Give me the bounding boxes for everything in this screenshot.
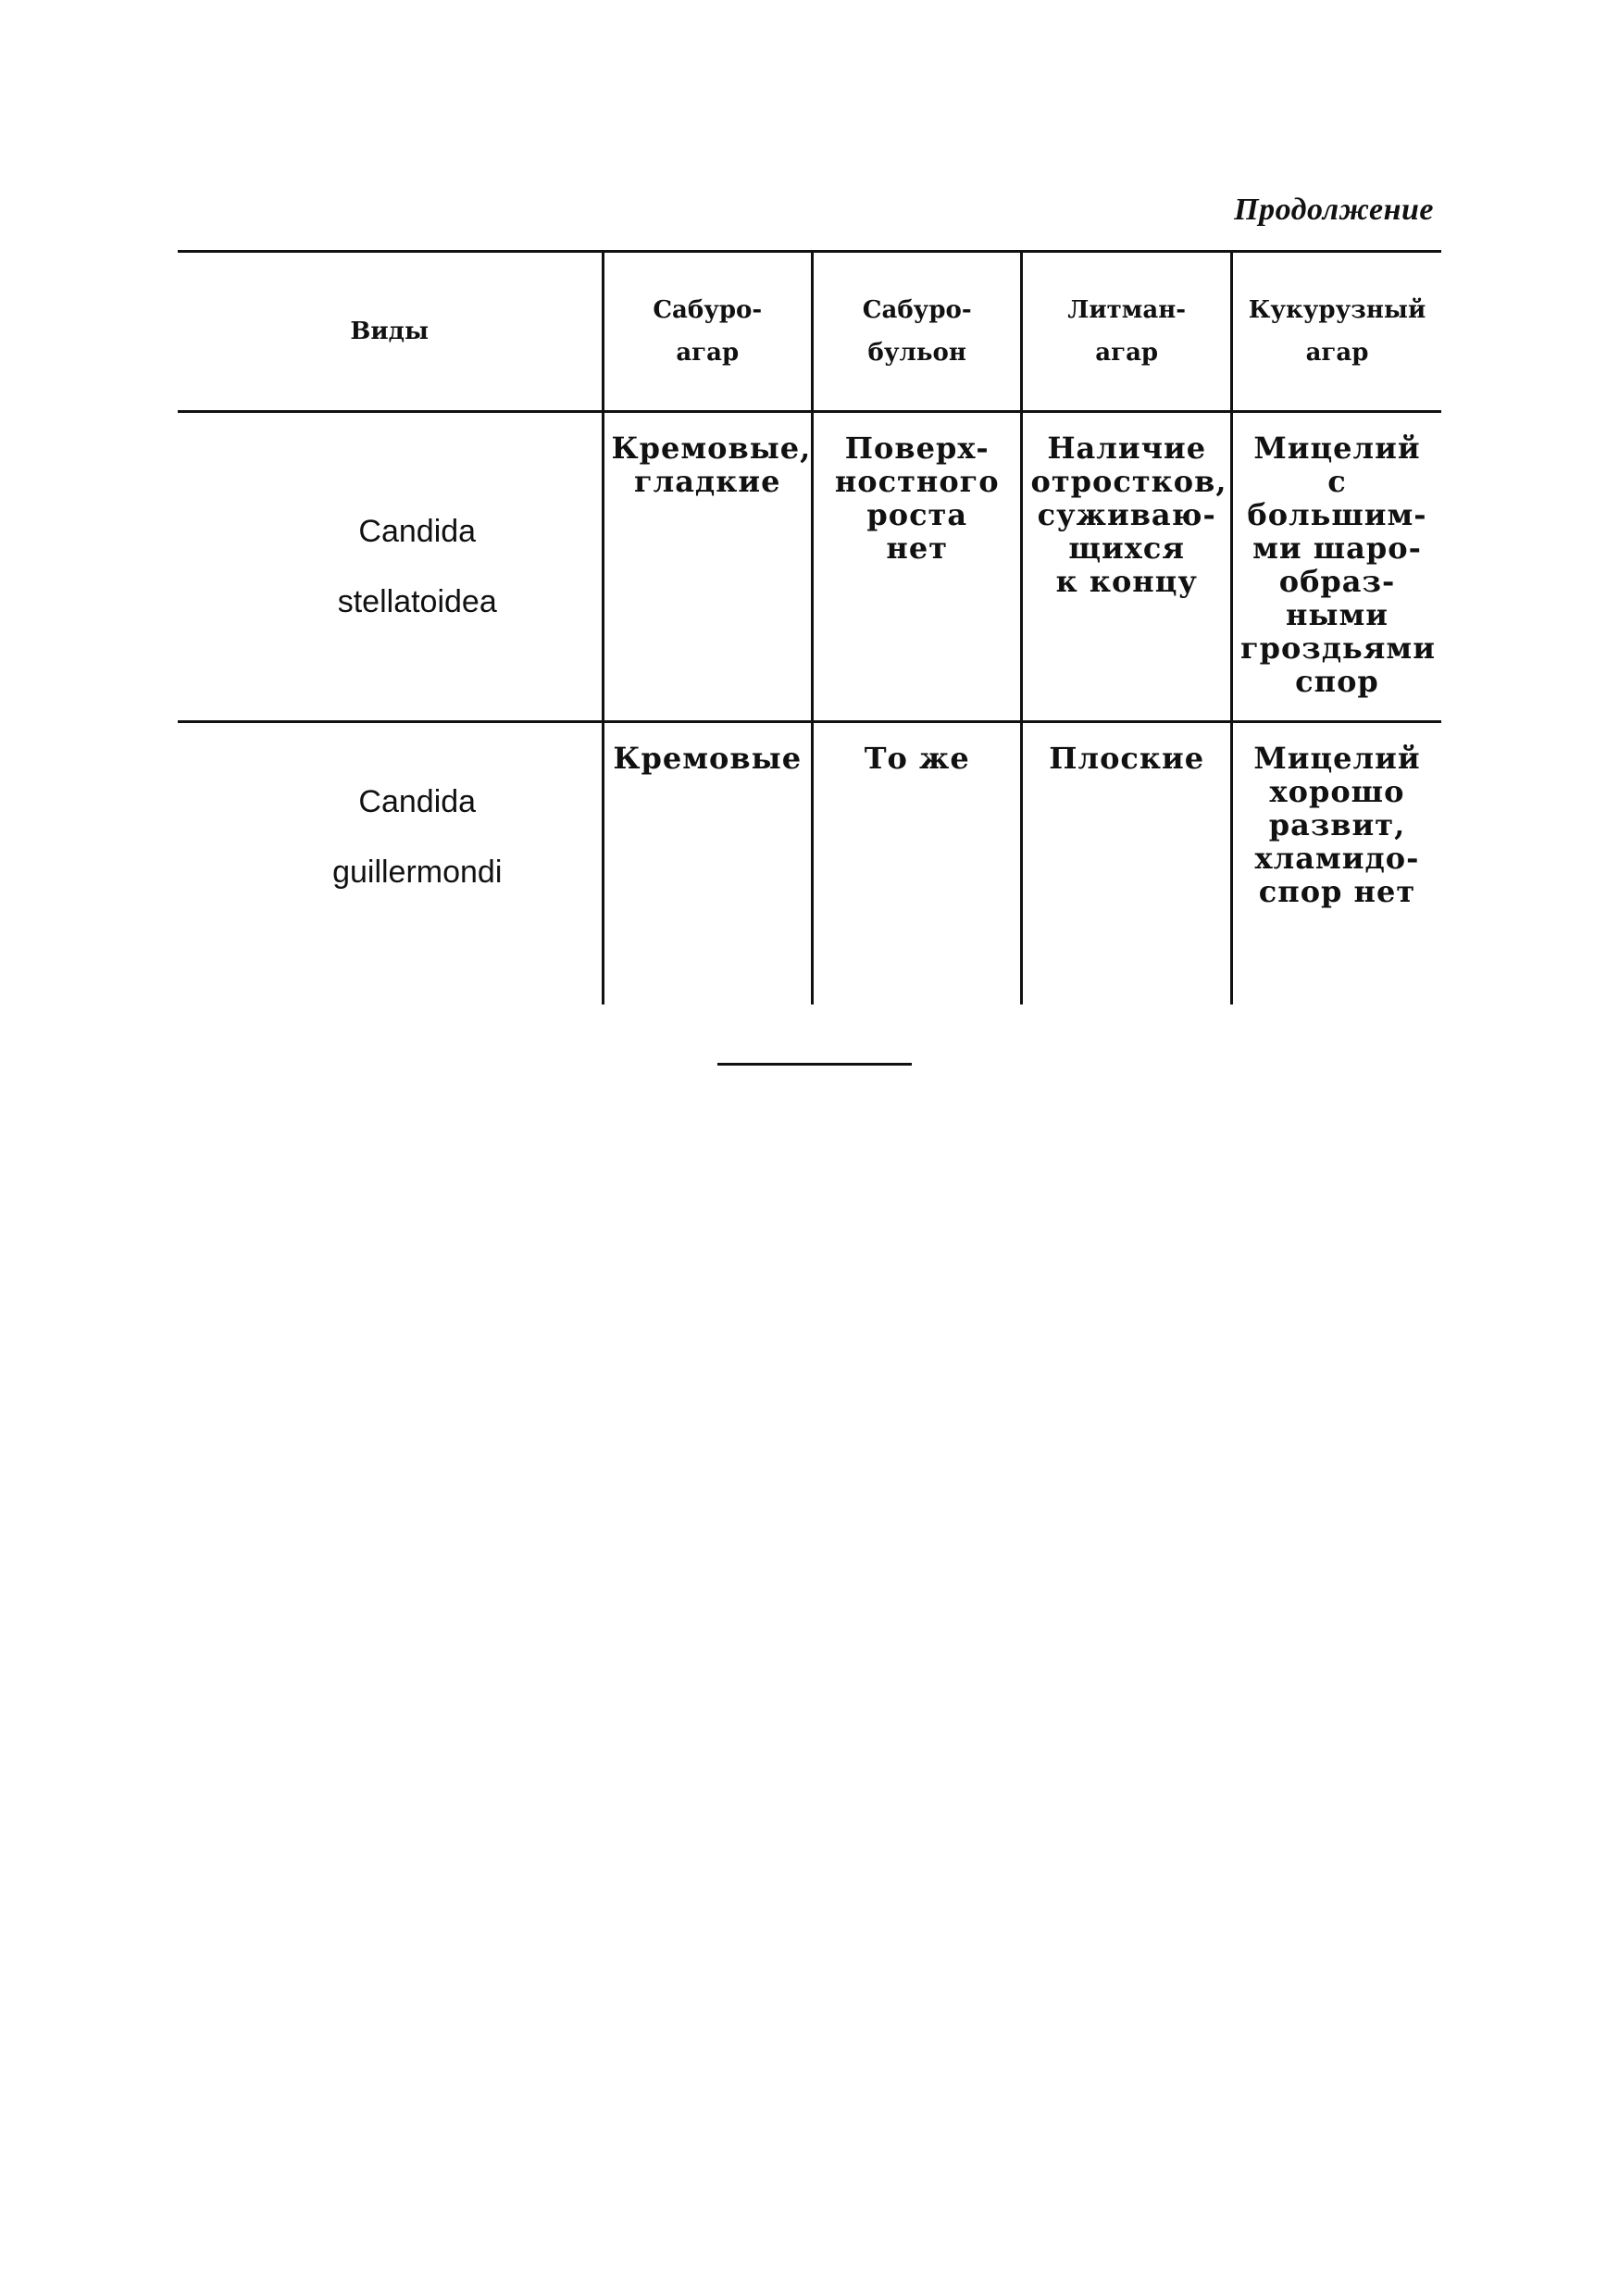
table-row xyxy=(178,412,1441,722)
table-cell: Поверх- ностного роста нет xyxy=(812,412,1021,722)
table-cell: Наличие отростков, суживаю- щихся к концу xyxy=(1022,412,1231,722)
table-cell: Кремовые, гладкие xyxy=(603,412,812,722)
header-sabouraud-agar: Сабуро- агар xyxy=(603,252,812,412)
table-header-row xyxy=(178,252,1441,412)
continuation-label: Продолжение xyxy=(1234,193,1434,227)
species-name: Candida stellatoidea xyxy=(178,412,603,722)
table-cell: Мицелий с большим- ми шаро- образ- ными гроздьями спор xyxy=(1231,412,1441,722)
table-row xyxy=(178,722,1441,1005)
header-litmus-agar: Литман- агар xyxy=(1022,252,1231,412)
header-corn-agar: Кукурузный агар xyxy=(1231,252,1441,412)
table-cell: Плоские xyxy=(1022,722,1231,1005)
table-cell: Кремовые xyxy=(603,722,812,1005)
header-species: Виды xyxy=(178,252,603,412)
table-cell: То же xyxy=(812,722,1021,1005)
table-cell: Мицелий хорошо развит, хламидо- спор нет xyxy=(1231,722,1441,1005)
species-name: Candida guillermondi xyxy=(332,784,503,890)
header-sabouraud-broth: Сабуро- бульон xyxy=(812,252,1021,412)
species-table xyxy=(178,250,1441,1004)
end-divider xyxy=(717,1063,912,1066)
